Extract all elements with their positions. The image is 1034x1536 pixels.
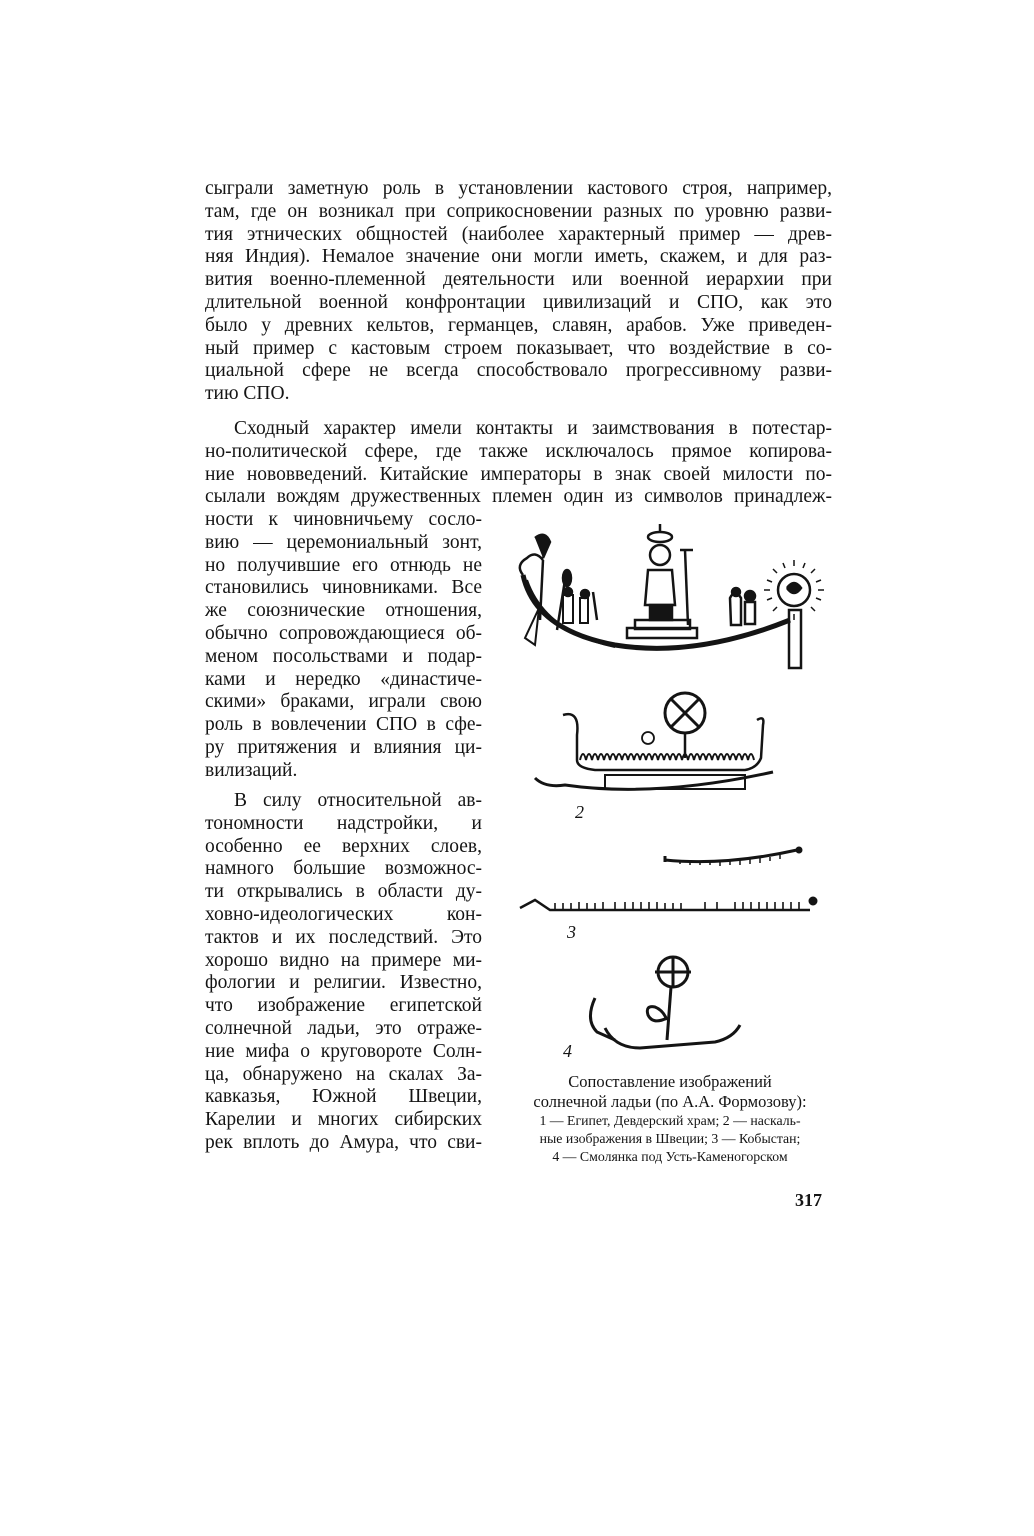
text-line: сыграли заметную роль в установлении кастового строя, например,	[205, 178, 832, 199]
text-line: роль в вовлечении СПО в сфе-	[205, 714, 482, 736]
caption-legend-line-1: 1 — Египет, Девдерский храм; 2 — наскаль-	[539, 1113, 801, 1128]
text-line: тономности надстройки, и	[205, 812, 482, 834]
text-line: циальной сфере не всегда способствовало прогрессивному разви-	[205, 360, 832, 382]
column-paragraph-1	[205, 509, 482, 783]
text-line: сылали вождям дружественных племен один из символов принадлеж-	[205, 486, 832, 508]
text-line: солнечной ладьи, это отраже-	[205, 1017, 482, 1039]
figure-label-2: 2	[575, 802, 584, 822]
text-line: но получившие его отнюдь не	[205, 554, 482, 576]
text-line: но-политической сфере, где также исключалось прямое копирова-	[205, 440, 832, 462]
text-line: становились чиновниками. Все	[205, 577, 482, 599]
text-line: намного большие возможнос-	[205, 858, 482, 880]
text-line: длительной военной конфронтации цивилизаций и СПО, как это	[205, 291, 832, 313]
text-line: обычно сопровождающиеся об-	[205, 622, 482, 644]
text-line: же союзнические отношения,	[205, 600, 482, 622]
text-line: особенно ее верхних слоев,	[205, 835, 482, 857]
text-line: ние мифа о круговороте Солн-	[205, 1040, 482, 1062]
top-paragraph	[205, 178, 832, 406]
caption-legend-line-2: ные изображения в Швеции; 3 — Кобыстан;	[539, 1131, 801, 1146]
solar-boat-illustration	[505, 520, 835, 1080]
figure-caption	[505, 1072, 835, 1166]
egyptian-boat-drawing	[520, 524, 824, 668]
caption-title-line-1: Сопоставление изображений	[568, 1072, 772, 1091]
text-line: вития военно-племенной деятельности или военной иерархии при	[205, 269, 832, 291]
text-line: няя Индия). Немалое значение они могли иметь, скажем, и для раз-	[205, 246, 832, 268]
text-line: там, где он возникал при соприкосновении разных по уровню разви-	[205, 200, 832, 222]
text-line: тию СПО.	[205, 383, 290, 405]
text-line: кавказья, Южной Швеции,	[205, 1086, 482, 1108]
text-line: ный пример с кастовым строем показывает, что воздействие в со-	[205, 337, 832, 359]
gobustan-boat-drawing	[520, 847, 817, 910]
figure-label-4: 4	[563, 1041, 572, 1061]
text-line: вилизаций.	[205, 759, 298, 781]
text-line: меном посольствами и подар-	[205, 645, 482, 667]
text-line: тия этнических общностей (наиболее характерный пример — древ-	[205, 223, 832, 245]
text-line: ру притяжения и влияния ци-	[205, 736, 482, 758]
column-paragraph-2	[205, 790, 482, 1155]
smolyanka-boat-drawing	[590, 957, 740, 1048]
text-line: вию — церемониальный зонт,	[205, 531, 482, 553]
text-line: ности к чиновничьему сосло-	[205, 509, 482, 530]
caption-legend-line-3: 4 — Смолянка под Усть-Каменогорском	[552, 1149, 788, 1164]
text-line: Карелии и многих сибирских	[205, 1109, 482, 1131]
text-line: ками и нередко «династиче-	[205, 668, 482, 690]
text-line: ца, обнаружено на скалах За-	[205, 1063, 482, 1085]
text-line: ние нововведений. Китайские императоры в знак своей милости по-	[205, 463, 832, 485]
page-number: 317	[795, 1190, 822, 1210]
text-line: хорошо видно на примере ми-	[205, 949, 482, 971]
text-line: фологии и религии. Известно,	[205, 972, 482, 994]
caption-title-line-2: солнечной ладьи (по А.А. Формозову):	[533, 1092, 807, 1111]
text-line: скими» браками, играли свою	[205, 691, 482, 713]
text-line: В силу относительной ав-	[234, 790, 482, 811]
text-line: ховно-идеологических кон-	[205, 903, 482, 925]
text-line: было у древних кельтов, германцев, славян, арабов. Уже приведен-	[205, 314, 832, 336]
text-line: рек вплоть до Амура, что сви-	[205, 1131, 482, 1153]
swedish-boat-drawing	[535, 693, 773, 789]
text-line: Сходный характер имели контакты и заимствования в потестар-	[234, 418, 832, 439]
second-paragraph	[205, 418, 832, 509]
figure-label-3: 3	[567, 922, 576, 942]
text-line: что изображение египетской	[205, 995, 482, 1017]
text-line: тактов и их последствий. Это	[205, 926, 482, 948]
text-line: ти открывались в области ду-	[205, 881, 482, 903]
